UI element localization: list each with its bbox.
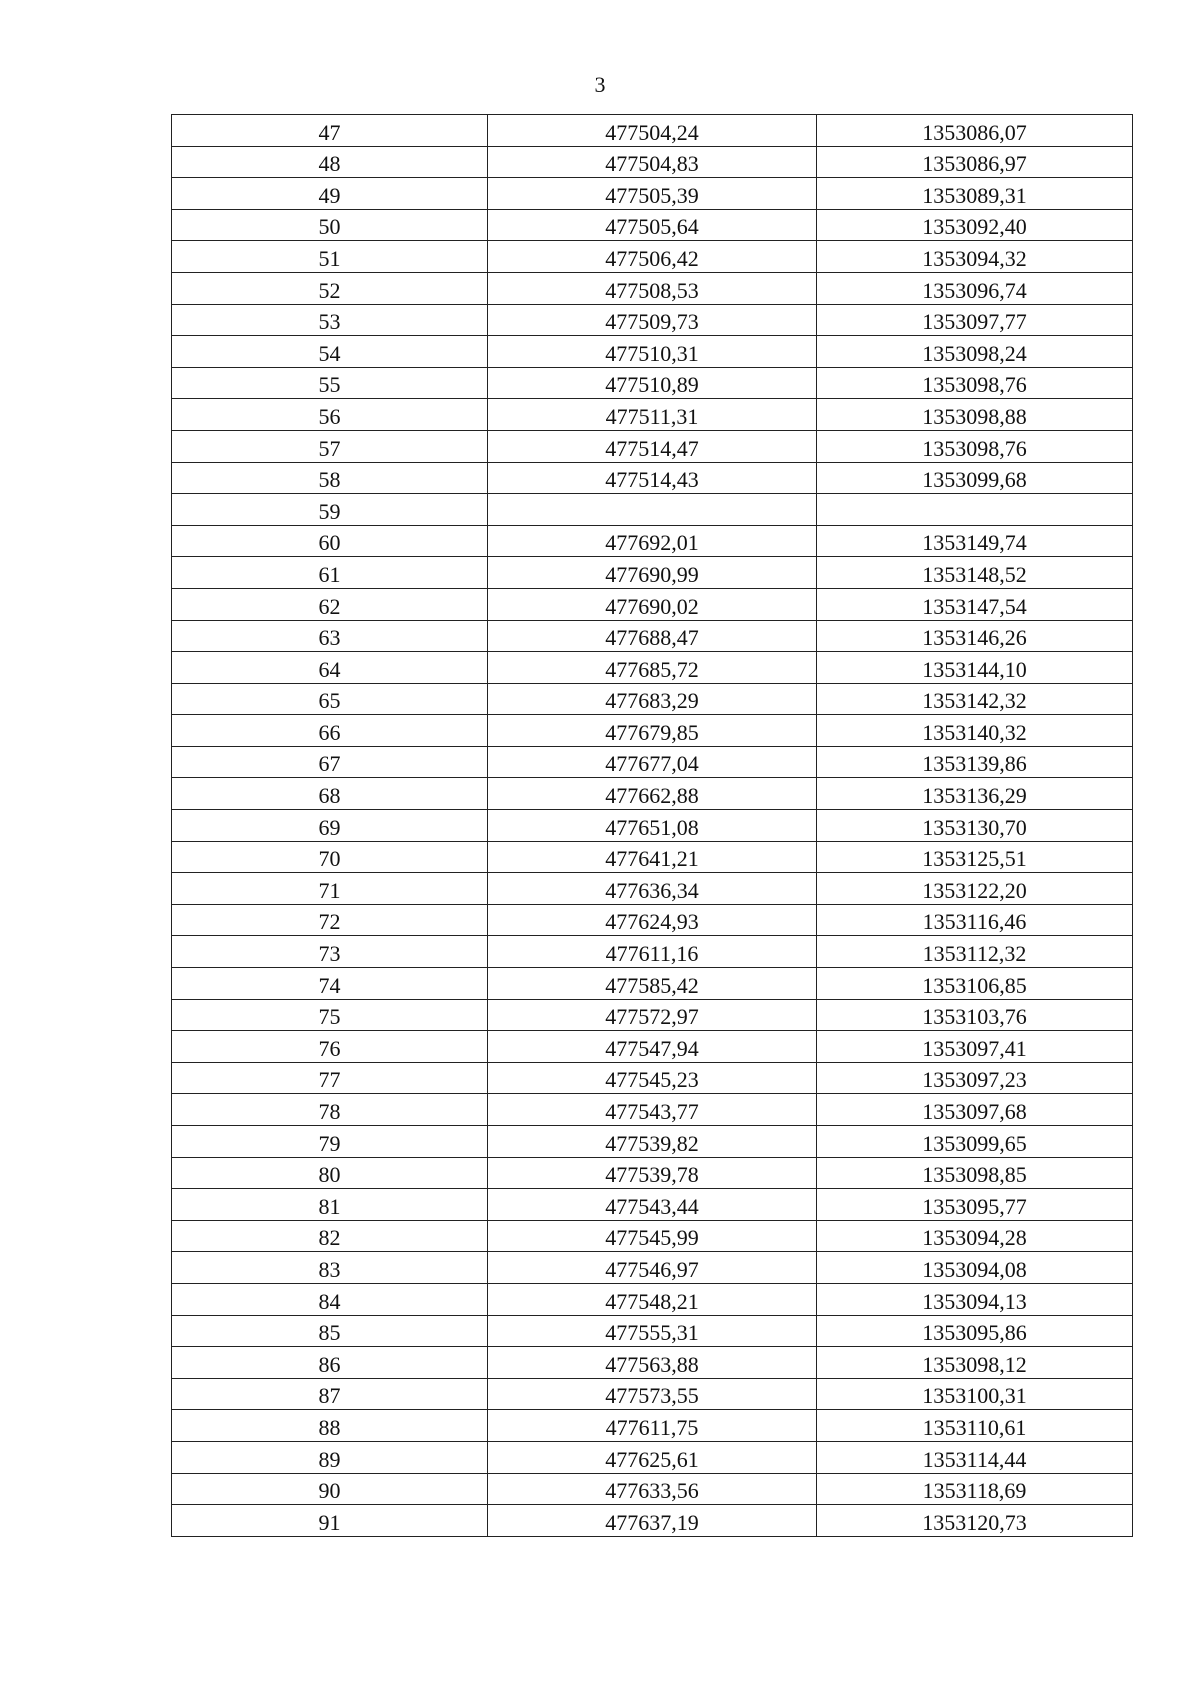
- table-row: [172, 115, 1133, 147]
- point-number-cell: 61: [172, 557, 488, 589]
- table-row: [172, 715, 1133, 747]
- x-coordinate-cell: 477572,97: [488, 999, 817, 1031]
- y-coordinate-cell: 1353098,85: [817, 1157, 1133, 1189]
- table-row: [172, 241, 1133, 273]
- point-number-cell: 49: [172, 178, 488, 210]
- point-number-cell: 85: [172, 1315, 488, 1347]
- table-row: [172, 209, 1133, 241]
- table-row: [172, 1189, 1133, 1221]
- point-number-cell: 66: [172, 715, 488, 747]
- y-coordinate-cell: 1353142,32: [817, 683, 1133, 715]
- coordinates-table: [171, 114, 1133, 1537]
- table-row: [172, 1157, 1133, 1189]
- table-row: [172, 746, 1133, 778]
- table-row: [172, 1094, 1133, 1126]
- coordinates-table-body: [172, 115, 1133, 1537]
- x-coordinate-cell: 477509,73: [488, 304, 817, 336]
- y-coordinate-cell: 1353097,68: [817, 1094, 1133, 1126]
- x-coordinate-cell: 477683,29: [488, 683, 817, 715]
- point-number-cell: 54: [172, 336, 488, 368]
- x-coordinate-cell: 477637,19: [488, 1505, 817, 1537]
- x-coordinate-cell: 477504,83: [488, 146, 817, 178]
- x-coordinate-cell: 477651,08: [488, 810, 817, 842]
- y-coordinate-cell: 1353098,88: [817, 399, 1133, 431]
- x-coordinate-cell: 477662,88: [488, 778, 817, 810]
- table-row: [172, 367, 1133, 399]
- point-number-cell: 57: [172, 430, 488, 462]
- y-coordinate-cell: 1353099,68: [817, 462, 1133, 494]
- x-coordinate-cell: 477685,72: [488, 652, 817, 684]
- table-row: [172, 525, 1133, 557]
- x-coordinate-cell: 477510,89: [488, 367, 817, 399]
- x-coordinate-cell: 477611,16: [488, 936, 817, 968]
- x-coordinate-cell: 477514,43: [488, 462, 817, 494]
- y-coordinate-cell: 1353146,26: [817, 620, 1133, 652]
- table-row: [172, 1378, 1133, 1410]
- x-coordinate-cell: 477690,02: [488, 588, 817, 620]
- x-coordinate-cell: 477692,01: [488, 525, 817, 557]
- x-coordinate-cell: 477545,99: [488, 1220, 817, 1252]
- x-coordinate-cell: 477573,55: [488, 1378, 817, 1410]
- x-coordinate-cell: 477611,75: [488, 1410, 817, 1442]
- y-coordinate-cell: 1353140,32: [817, 715, 1133, 747]
- point-number-cell: 74: [172, 968, 488, 1000]
- point-number-cell: 50: [172, 209, 488, 241]
- table-row: [172, 904, 1133, 936]
- y-coordinate-cell: 1353122,20: [817, 873, 1133, 905]
- point-number-cell: 90: [172, 1473, 488, 1505]
- table-row: [172, 1220, 1133, 1252]
- y-coordinate-cell: 1353094,13: [817, 1283, 1133, 1315]
- x-coordinate-cell: 477563,88: [488, 1347, 817, 1379]
- table-row: [172, 999, 1133, 1031]
- x-coordinate-cell: 477690,99: [488, 557, 817, 589]
- y-coordinate-cell: 1353149,74: [817, 525, 1133, 557]
- y-coordinate-cell: 1353148,52: [817, 557, 1133, 589]
- x-coordinate-cell: 477543,77: [488, 1094, 817, 1126]
- point-number-cell: 75: [172, 999, 488, 1031]
- y-coordinate-cell: 1353118,69: [817, 1473, 1133, 1505]
- table-row: [172, 146, 1133, 178]
- y-coordinate-cell: 1353092,40: [817, 209, 1133, 241]
- point-number-cell: 63: [172, 620, 488, 652]
- x-coordinate-cell: 477510,31: [488, 336, 817, 368]
- y-coordinate-cell: 1353100,31: [817, 1378, 1133, 1410]
- y-coordinate-cell: 1353097,77: [817, 304, 1133, 336]
- point-number-cell: 82: [172, 1220, 488, 1252]
- y-coordinate-cell: 1353095,77: [817, 1189, 1133, 1221]
- table-row: [172, 462, 1133, 494]
- y-coordinate-cell: 1353098,12: [817, 1347, 1133, 1379]
- point-number-cell: 52: [172, 272, 488, 304]
- point-number-cell: 84: [172, 1283, 488, 1315]
- table-row: [172, 1441, 1133, 1473]
- table-row: [172, 494, 1133, 526]
- y-coordinate-cell: 1353125,51: [817, 841, 1133, 873]
- x-coordinate-cell: 477641,21: [488, 841, 817, 873]
- point-number-cell: 62: [172, 588, 488, 620]
- y-coordinate-cell: 1353098,76: [817, 430, 1133, 462]
- point-number-cell: 51: [172, 241, 488, 273]
- point-number-cell: 80: [172, 1157, 488, 1189]
- x-coordinate-cell: 477539,82: [488, 1126, 817, 1158]
- y-coordinate-cell: 1353094,28: [817, 1220, 1133, 1252]
- y-coordinate-cell: 1353136,29: [817, 778, 1133, 810]
- point-number-cell: 89: [172, 1441, 488, 1473]
- y-coordinate-cell: 1353094,32: [817, 241, 1133, 273]
- x-coordinate-cell: 477506,42: [488, 241, 817, 273]
- x-coordinate-cell: 477548,21: [488, 1283, 817, 1315]
- point-number-cell: 76: [172, 1031, 488, 1063]
- table-row: [172, 588, 1133, 620]
- table-row: [172, 1126, 1133, 1158]
- y-coordinate-cell: 1353120,73: [817, 1505, 1133, 1537]
- y-coordinate-cell: 1353147,54: [817, 588, 1133, 620]
- y-coordinate-cell: 1353144,10: [817, 652, 1133, 684]
- x-coordinate-cell: 477508,53: [488, 272, 817, 304]
- x-coordinate-cell: 477585,42: [488, 968, 817, 1000]
- point-number-cell: 53: [172, 304, 488, 336]
- x-coordinate-cell: 477504,24: [488, 115, 817, 147]
- y-coordinate-cell: 1353130,70: [817, 810, 1133, 842]
- table-row: [172, 1031, 1133, 1063]
- point-number-cell: 59: [172, 494, 488, 526]
- point-number-cell: 88: [172, 1410, 488, 1442]
- x-coordinate-cell: 477546,97: [488, 1252, 817, 1284]
- table-row: [172, 1410, 1133, 1442]
- table-row: [172, 810, 1133, 842]
- table-row: [172, 178, 1133, 210]
- point-number-cell: 71: [172, 873, 488, 905]
- point-number-cell: 58: [172, 462, 488, 494]
- point-number-cell: 67: [172, 746, 488, 778]
- table-row: [172, 1473, 1133, 1505]
- table-row: [172, 968, 1133, 1000]
- x-coordinate-cell: 477677,04: [488, 746, 817, 778]
- y-coordinate-cell: 1353116,46: [817, 904, 1133, 936]
- y-coordinate-cell: 1353097,23: [817, 1062, 1133, 1094]
- point-number-cell: 86: [172, 1347, 488, 1379]
- point-number-cell: 56: [172, 399, 488, 431]
- y-coordinate-cell: 1353094,08: [817, 1252, 1133, 1284]
- table-row: [172, 272, 1133, 304]
- y-coordinate-cell: 1353086,97: [817, 146, 1133, 178]
- x-coordinate-cell: 477688,47: [488, 620, 817, 652]
- table-row: [172, 557, 1133, 589]
- point-number-cell: 60: [172, 525, 488, 557]
- y-coordinate-cell: 1353096,74: [817, 272, 1133, 304]
- y-coordinate-cell: 1353099,65: [817, 1126, 1133, 1158]
- y-coordinate-cell: 1353103,76: [817, 999, 1133, 1031]
- x-coordinate-cell: 477505,64: [488, 209, 817, 241]
- y-coordinate-cell: 1353095,86: [817, 1315, 1133, 1347]
- point-number-cell: 83: [172, 1252, 488, 1284]
- table-row: [172, 336, 1133, 368]
- x-coordinate-cell: 477547,94: [488, 1031, 817, 1063]
- y-coordinate-cell: 1353112,32: [817, 936, 1133, 968]
- point-number-cell: 64: [172, 652, 488, 684]
- x-coordinate-cell: 477545,23: [488, 1062, 817, 1094]
- x-coordinate-cell: 477679,85: [488, 715, 817, 747]
- y-coordinate-cell: 1353086,07: [817, 115, 1133, 147]
- x-coordinate-cell: 477511,31: [488, 399, 817, 431]
- point-number-cell: 77: [172, 1062, 488, 1094]
- point-number-cell: 65: [172, 683, 488, 715]
- x-coordinate-cell: [488, 494, 817, 526]
- y-coordinate-cell: 1353139,86: [817, 746, 1133, 778]
- x-coordinate-cell: 477624,93: [488, 904, 817, 936]
- point-number-cell: 48: [172, 146, 488, 178]
- point-number-cell: 68: [172, 778, 488, 810]
- point-number-cell: 73: [172, 936, 488, 968]
- y-coordinate-cell: 1353098,76: [817, 367, 1133, 399]
- page-number: 3: [594, 72, 606, 97]
- table-row: [172, 1252, 1133, 1284]
- x-coordinate-cell: 477636,34: [488, 873, 817, 905]
- table-row: [172, 1283, 1133, 1315]
- point-number-cell: 72: [172, 904, 488, 936]
- x-coordinate-cell: 477543,44: [488, 1189, 817, 1221]
- x-coordinate-cell: 477555,31: [488, 1315, 817, 1347]
- table-row: [172, 683, 1133, 715]
- table-row: [172, 841, 1133, 873]
- table-row: [172, 778, 1133, 810]
- x-coordinate-cell: 477633,56: [488, 1473, 817, 1505]
- point-number-cell: 87: [172, 1378, 488, 1410]
- point-number-cell: 69: [172, 810, 488, 842]
- y-coordinate-cell: 1353097,41: [817, 1031, 1133, 1063]
- y-coordinate-cell: 1353114,44: [817, 1441, 1133, 1473]
- point-number-cell: 47: [172, 115, 488, 147]
- y-coordinate-cell: 1353110,61: [817, 1410, 1133, 1442]
- x-coordinate-cell: 477539,78: [488, 1157, 817, 1189]
- table-row: [172, 399, 1133, 431]
- table-row: [172, 652, 1133, 684]
- point-number-cell: 78: [172, 1094, 488, 1126]
- table-row: [172, 1315, 1133, 1347]
- table-row: [172, 1505, 1133, 1537]
- table-row: [172, 936, 1133, 968]
- y-coordinate-cell: 1353106,85: [817, 968, 1133, 1000]
- x-coordinate-cell: 477505,39: [488, 178, 817, 210]
- point-number-cell: 81: [172, 1189, 488, 1221]
- table-row: [172, 1347, 1133, 1379]
- table-row: [172, 304, 1133, 336]
- table-row: [172, 620, 1133, 652]
- y-coordinate-cell: [817, 494, 1133, 526]
- x-coordinate-cell: 477514,47: [488, 430, 817, 462]
- x-coordinate-cell: 477625,61: [488, 1441, 817, 1473]
- table-row: [172, 430, 1133, 462]
- y-coordinate-cell: 1353098,24: [817, 336, 1133, 368]
- point-number-cell: 79: [172, 1126, 488, 1158]
- table-row: [172, 873, 1133, 905]
- y-coordinate-cell: 1353089,31: [817, 178, 1133, 210]
- point-number-cell: 55: [172, 367, 488, 399]
- table-row: [172, 1062, 1133, 1094]
- point-number-cell: 91: [172, 1505, 488, 1537]
- point-number-cell: 70: [172, 841, 488, 873]
